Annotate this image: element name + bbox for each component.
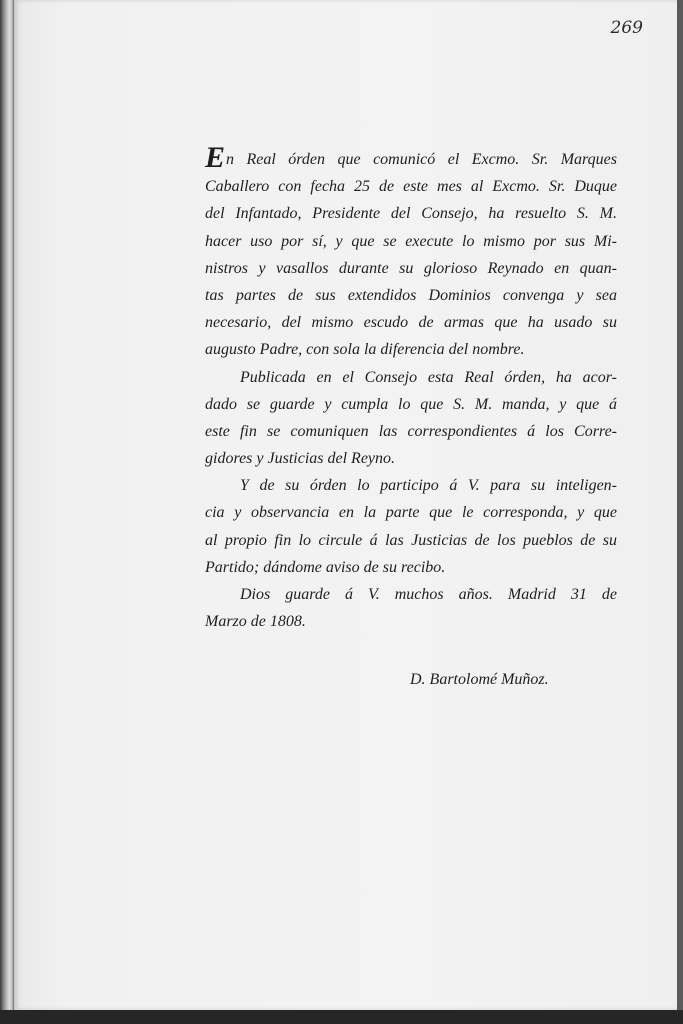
text-line: dado se guarde y cumpla lo que S. M. manda, y que á xyxy=(205,395,617,413)
paragraph-4 xyxy=(205,581,617,635)
text-line: nistros y vasallos durante su glorioso Reynado en quan- xyxy=(205,259,617,277)
text-line: Y de su órden lo participo á V. para su inteligen- xyxy=(240,477,617,495)
page-edge-shadow xyxy=(677,0,683,1024)
folio-number: 269 xyxy=(610,18,643,38)
text-line: gidores y Justicias del Reyno. xyxy=(205,450,396,468)
text-line: augusto Padre, con sola la diferencia del nombre. xyxy=(205,341,525,359)
text-line: al propio fin lo circule á las Justicias de los pueblos de su xyxy=(205,531,617,549)
text-line: tas partes de sus extendidos Dominios convenga y sea xyxy=(205,286,617,304)
text-line: Dios guarde á V. muchos años. Madrid 31 de xyxy=(240,586,617,603)
drop-cap: E xyxy=(205,141,226,174)
text-line: En Real órden que comunicó el Excmo. Sr. Marques xyxy=(205,141,617,174)
page-bottom-shadow xyxy=(0,1010,683,1024)
decree-text xyxy=(205,141,617,635)
paragraph-1 xyxy=(205,141,617,364)
binding-edge xyxy=(0,0,14,1024)
paragraph-2 xyxy=(205,364,617,473)
paragraph-3 xyxy=(205,472,617,581)
text-line: este fin se comuniquen las correspondientes á los Corre- xyxy=(205,422,617,440)
text-line: del Infantado, Presidente del Consejo, ha resuelto S. M. xyxy=(205,205,617,223)
text-line: necesario, del mismo escudo de armas que ha usado su xyxy=(205,314,617,332)
text-line: Publicada en el Consejo esta Real órden, ha acor- xyxy=(240,368,617,386)
text-line: cia y observancia en la parte que le corresponda, y que xyxy=(205,504,617,522)
text-line: Marzo de 1808. xyxy=(205,613,306,631)
text-line: hacer uso por sí, y que se execute lo mismo por sus Mi- xyxy=(205,232,617,250)
text-line: Partido; dándome aviso de su recibo. xyxy=(205,558,446,576)
text-line: Caballero con fecha 25 de este mes al Excmo. Sr. Duque xyxy=(205,178,617,196)
signature: D. Bartolomé Muñoz. xyxy=(410,671,549,688)
